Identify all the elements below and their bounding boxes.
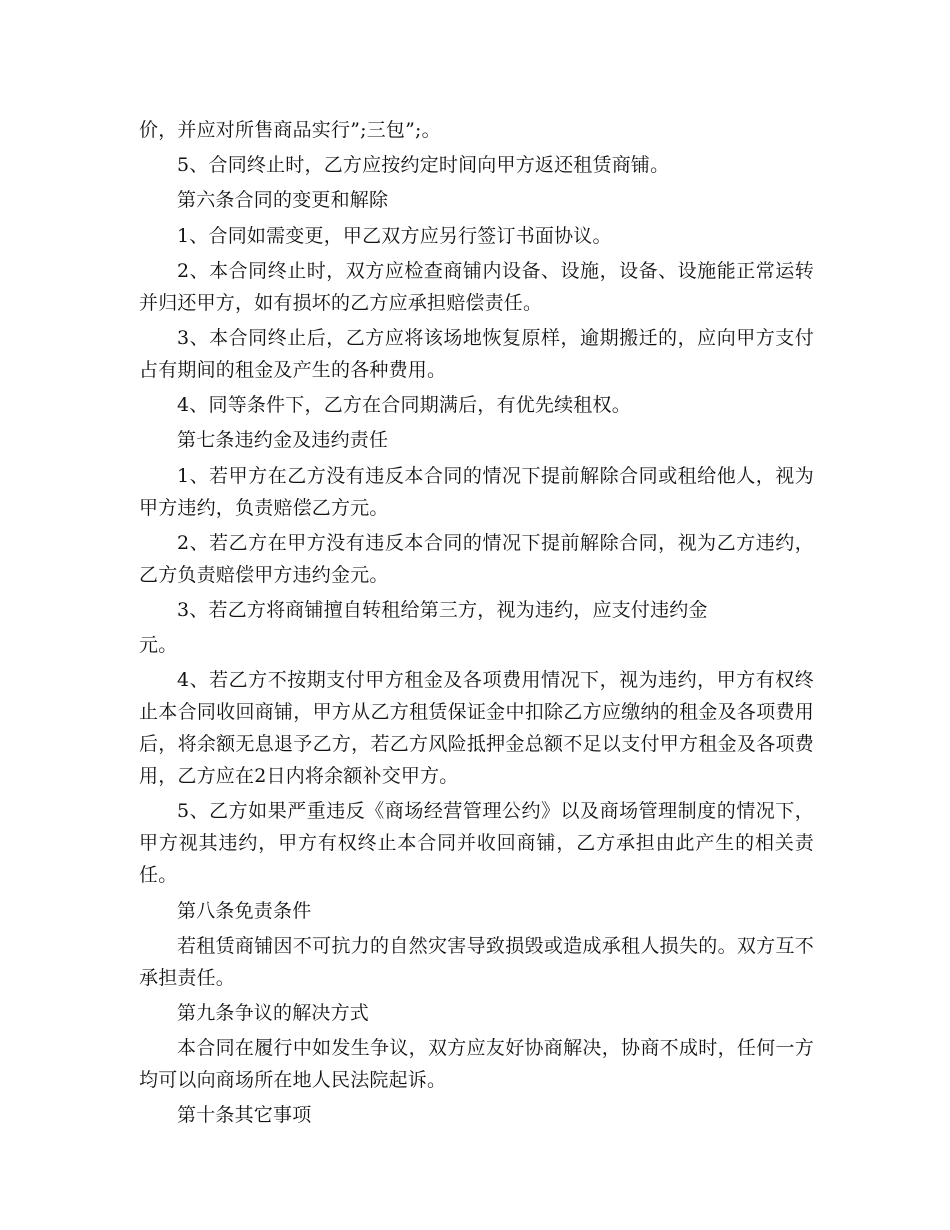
section-heading: 第九条争议的解决方式 [177, 1002, 370, 1024]
paragraph: 2、本合同终止时，双方应检查商铺内设备、设施，设备、设施能正常运转并归还甲方，如有损坏的乙方应承担赔偿责任。 [139, 259, 814, 314]
paragraph: 1、若甲方在乙方没有违反本合同的情况下提前解除合同或租给他人，视为甲方违约，负责赔偿乙方元。 [139, 464, 814, 519]
paragraph: 5、乙方如果严重违反《商场经营管理公约》以及商场管理制度的情况下，甲方视其违约，甲方有权终止本合同并收回商铺，乙方承担由此产生的相关责任。 [139, 800, 814, 887]
paragraph: 2、若乙方在甲方没有违反本合同的情况下提前解除合同，视为乙方违约，乙方负责赔偿甲方违约金元。 [139, 531, 814, 586]
section-heading: 第八条免责条件 [177, 899, 312, 922]
section-heading: 第七条违约金及违约责任 [177, 429, 389, 452]
paragraph: 若租赁商铺因不可抗力的自然灾害导致损毁或造成承租人损失的。双方互不承担责任。 [139, 934, 814, 989]
paragraph: 价，并应对所售商品实行”;三包”;。 [139, 119, 441, 141]
section-heading: 第十条其它事项 [177, 1104, 312, 1127]
paragraph: 4、若乙方不按期支付甲方租金及各项费用情况下，视为违约，甲方有权终止本合同收回商铺，甲方从乙方租赁保证金中扣除乙方应缴纳的租金及各项费用后，将余额无息退予乙方，若乙方风险抵押金总额不足以支付甲方租金及各项费用，乙方应在2日内将余额补交甲方。 [139, 669, 814, 788]
paragraph: 1、合同如需变更，甲乙双方应另行签订书面协议。 [177, 224, 612, 247]
paragraph: 5、合同终止时，乙方应按约定时间向甲方返还租赁商铺。 [177, 154, 670, 177]
paragraph: 3、若乙方将商铺擅自转租给第三方，视为违约，应支付违约金 [177, 598, 708, 621]
section-heading: 第六条合同的变更和解除 [177, 189, 389, 212]
paragraph: 元。 [139, 634, 178, 657]
paragraph: 3、本合同终止后，乙方应将该场地恢复原样，逾期搬迁的，应向甲方支付占有期间的租金及产生的各种费用。 [139, 326, 814, 381]
paragraph: 本合同在履行中如发生争议，双方应友好协商解决，协商不成时，任何一方均可以向商场所在地人民法院起诉。 [139, 1037, 814, 1092]
paragraph: 4、同等条件下，乙方在合同期满后，有优先续租权。 [177, 394, 631, 417]
document-body [139, 114, 814, 1135]
